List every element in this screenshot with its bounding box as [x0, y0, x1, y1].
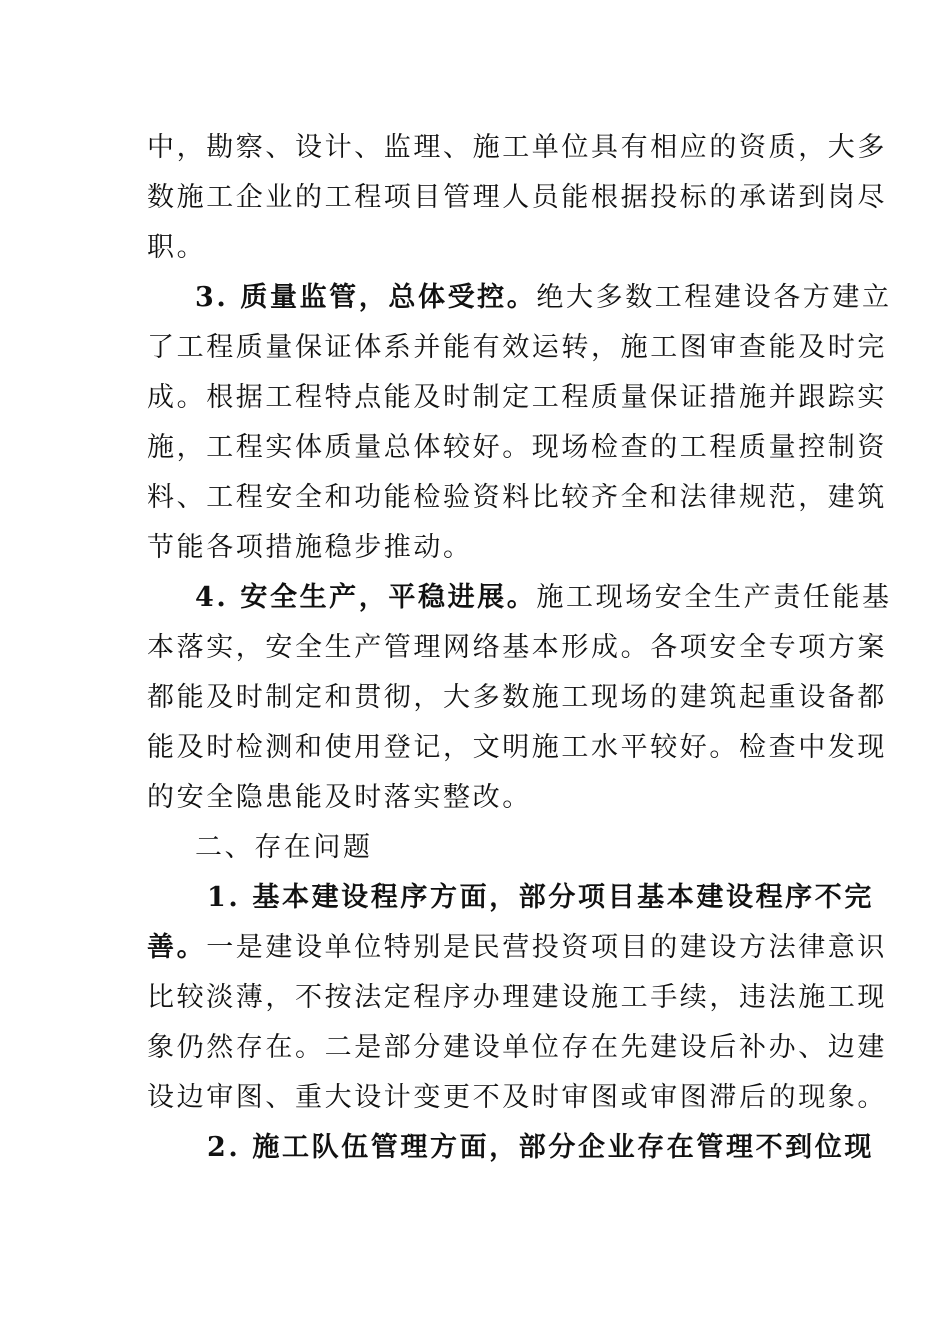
paragraph-line: 比较淡薄，不按法定程序办理建设施工手续，违法施工现: [147, 982, 887, 1013]
paragraph-heading-procedures: 1. 基本建设程序方面，部分项目基本建设程序不完: [207, 882, 874, 913]
section-title: 二、存在问题: [195, 832, 373, 863]
paragraph-line: 料、工程安全和功能检验资料比较齐全和法律规范，建筑: [147, 482, 887, 513]
paragraph-first-line: [195, 280, 892, 316]
paragraph-line: 职。: [147, 232, 207, 263]
paragraph-text: 绝大多数工程建设各方建立: [536, 282, 892, 313]
paragraph-first-line: [147, 930, 887, 966]
paragraph-line: 节能各项措施稳步推动。: [147, 532, 473, 563]
paragraph-line: 数施工企业的工程项目管理人员能根据投标的承诺到岗尽: [147, 182, 887, 213]
paragraph-line: 设边审图、重大设计变更不及时审图或审图滞后的现象。: [147, 1082, 887, 1113]
paragraph-line: 本落实，安全生产管理网络基本形成。各项安全专项方案: [147, 632, 887, 663]
paragraph-text: 一是建设单位特别是民营投资项目的建设方法律意识: [206, 932, 888, 963]
paragraph-line: 了工程质量保证体系并能有效运转，施工图审查能及时完: [147, 332, 887, 363]
paragraph-heading-continued: 善。: [147, 932, 207, 963]
paragraph-text: 施工现场安全生产责任能基: [536, 582, 892, 613]
paragraph-heading-team-management: 2. 施工队伍管理方面，部分企业存在管理不到位现: [207, 1132, 874, 1163]
paragraph-line: 象仍然存在。二是部分建设单位存在先建设后补办、边建: [147, 1032, 887, 1063]
paragraph-heading-quality: 3. 质量监管，总体受控。: [195, 282, 537, 313]
paragraph-line: 的安全隐患能及时落实整改。: [147, 782, 532, 813]
paragraph-line: 能及时检测和使用登记，文明施工水平较好。检查中发现: [147, 732, 887, 763]
paragraph-line: 都能及时制定和贯彻，大多数施工现场的建筑起重设备都: [147, 682, 887, 713]
paragraph-heading-safety: 4. 安全生产，平稳进展。: [195, 582, 537, 613]
paragraph-line: 中，勘察、设计、监理、施工单位具有相应的资质，大多: [147, 132, 887, 163]
paragraph-line: 施，工程实体质量总体较好。现场检查的工程质量控制资: [147, 432, 887, 463]
paragraph-first-line: [195, 580, 892, 616]
paragraph-line: 成。根据工程特点能及时制定工程质量保证措施并跟踪实: [147, 382, 887, 413]
